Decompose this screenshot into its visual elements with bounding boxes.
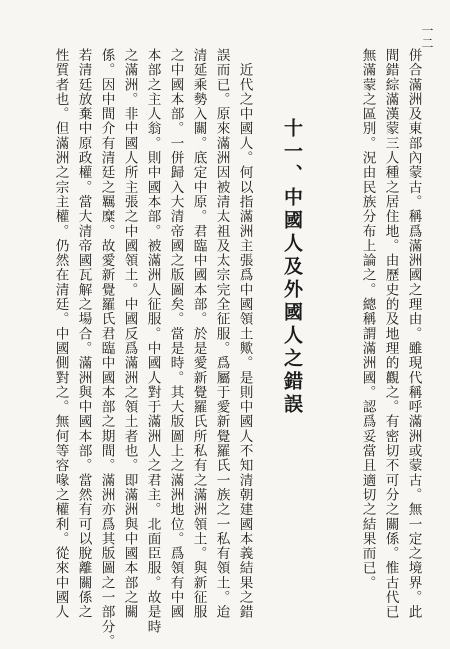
text-column: 清延乘勢入關。底定中原。君臨中國本部。於是愛新覺羅氏所私有之滿洲領土。與新征服 [190,48,207,620]
text-column: 之滿洲。非中國人所主張之中國領土。中國反爲滿洲之領土者也。即滿洲與中國本部之關 [121,48,138,620]
text-column: 係。因中間介有清廷之羈糜。故愛新覺羅氏君臨中國本部之期間。滿洲亦爲其版圖之一部分。 [98,48,115,649]
text-column: 若清廷放棄中原政權。當大清帝國瓦解之場合。滿洲與中國本部。當然有可以脫離關係之 [75,48,92,620]
chapter-heading: 十一、中國人及外國人之錯誤 [281,118,303,417]
text-column: 併合滿洲及東部內蒙古。稱爲滿洲國之理由。雖現代稱呼滿洲或蒙古。無一定之境界。此 [405,48,422,620]
text-column: 之中國本部。一併歸入大清帝國之版圖矣。當是時。其大版圖上之滿洲地位。爲領有中國 [167,48,184,620]
text-column: 近代之中國人。何以指滿洲主張爲中國領土歟。是則中國人不知清朝建國本義結果之錯 [236,48,253,620]
text-column: 本部之主人翁。則中國本部。被滿洲人征服。中國人對于滿洲人之君主。北面臣服。故是時 [144,48,161,634]
text-column: 間錯綜滿漢蒙三人種之居住地。由歷史的及地理的觀之。有密切不可分之關係。惟古代已 [382,48,399,620]
text-column: 誤而已。原來滿洲因被清太祖及太宗完全征服。爲屬于愛新覺羅氏一族之一私有領土。迨 [213,48,230,620]
text-column: 性質者也。但滿洲之宗主權。仍然在清廷。中國側對之。無何等容喙之權利。從來中國人 [52,48,69,620]
page-number: 一二 [420,24,434,50]
text-column: 無滿蒙之區別。況由民族分布上論之。總稱謂滿洲國。認爲妥當且適切之結果而已。 [359,48,376,591]
